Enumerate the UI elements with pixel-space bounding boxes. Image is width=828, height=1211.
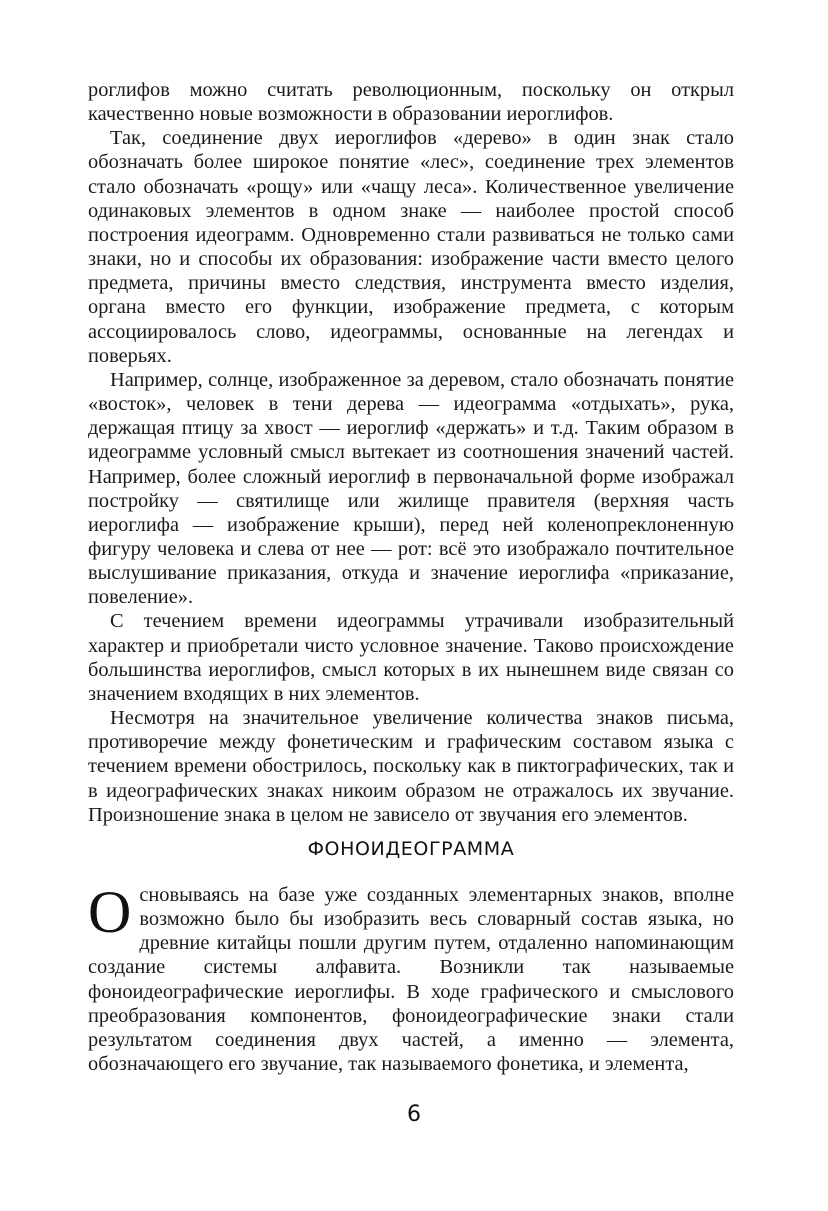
paragraph-sun-example: Например, солнце, изображенное за деревом, стало обозначать понятие «восток», человек в тени дерева — идеограмма «отдыхать», рука, держащая птицу за хвост — иероглиф «держать» и т.д. Таким образом в идеограмме условный смысл вытекает из соотношения значений частей. Например, более сложный иероглиф в первоначальной форме изображал постройку — святилище или жилище правителя (верхняя часть иероглифа — изображение крыши), перед ней коленопреклоненную фигуру человека и слева от нее — рот: всё это изображало почтительное выслушивание приказания, откуда и значение иероглифа «приказание, повеление». [88, 368, 734, 609]
paragraph-contradiction: Несмотря на значительное увеличение количества знаков письма, противоречие между фонетическим и графическим составом языка с течением времени обострилось, поскольку как в пиктографических, так и в идеографических знаках никоим образом не отражалось их звучание. Произношение знака в целом не зависело от звучания его элементов. [88, 707, 734, 826]
section-text: сновываясь на базе уже созданных элементарных знаков, вполне возможно было бы изобразить весь словарный состав языка, но древние китайцы пошли другим путем, отдаленно напоминающим создание системы алфавита. Возникли так называемые фоноидеографические иероглифы. В ходе графического и смыслового преобразования компонентов, фоноидеографические знаки стали результатом соединения двух частей, а именно — элемента, обозначающего его звучание, так называемого фонетика, и элемента, [88, 884, 734, 1076]
paragraph-continuation: роглифов можно считать революционным, поскольку он открыл качественно новые возможности в образовании иероглифов. [88, 79, 734, 126]
drop-cap: О [88, 879, 132, 945]
paragraph-over-time: С течением времени идеограммы утрачивали изобразительный характер и приобретали чисто условное значение. Таково происхождение большинства иероглифов, смысл которых в их нынешнем виде связан со значением входящих в них элементов. [88, 610, 734, 705]
section-title: ФОНОИДЕОГРАММА [307, 838, 515, 860]
section-paragraph [88, 879, 734, 1076]
section-body [88, 879, 734, 1076]
body-text [88, 78, 734, 827]
paragraph-forest: Так, соединение двух иероглифов «дерево» в один знак стало обозначать более широкое понятие «лес», соединение трех элементов стало обозначать «рощу» или «чащу леса». Количественное увеличение одинаковых элементов в одном знаке — наиболее простой способ построения идеограмм. Одновременно стали развиваться не только сами знаки, но и способы их образования: изображение части вместо целого предмета, причины вместо следствия, инструмента вместо изделия, органа вместо его функции, изображение предмета, с которым ассоциировалось слово, идеограммы, основанные на легендах и поверьях. [88, 127, 734, 367]
page-number: 6 [407, 1102, 421, 1127]
